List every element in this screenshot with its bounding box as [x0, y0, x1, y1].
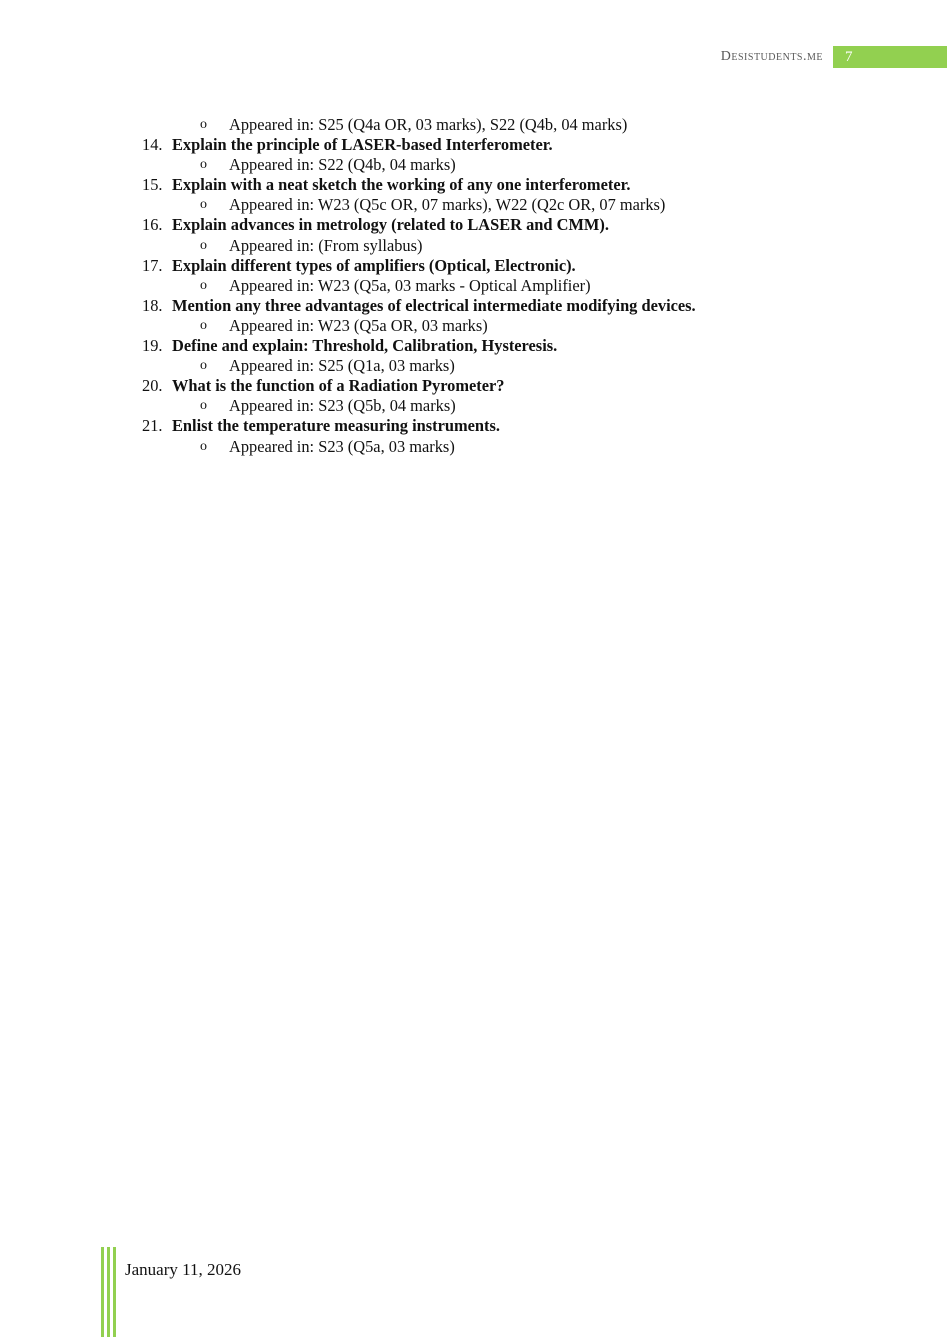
question-text: Explain advances in metrology (related to LASER and CMM). — [172, 215, 609, 235]
footer-bar — [101, 1247, 104, 1337]
appearance-text: Appeared in: W23 (Q5c OR, 07 marks), W22 (Q2c OR, 07 marks) — [229, 195, 666, 215]
appearance-item — [0, 437, 947, 457]
question-text: Explain with a neat sketch the working of any one interferometer. — [172, 175, 631, 195]
footer-date: January 11, 2026 — [125, 1260, 241, 1279]
question-number: 21. — [142, 416, 163, 436]
appearance-text: Appeared in: S25 (Q1a, 03 marks) — [229, 356, 455, 376]
question-list — [0, 115, 947, 457]
bullet-icon: o — [200, 157, 207, 173]
bullet-icon: o — [200, 237, 207, 253]
question-item — [0, 135, 947, 155]
question-item — [0, 256, 947, 276]
bullet-icon: o — [200, 277, 207, 293]
page-number-badge — [833, 46, 947, 68]
appearance-item — [0, 276, 947, 296]
question-number: 14. — [142, 135, 163, 155]
question-number: 17. — [142, 255, 163, 275]
bullet-icon: o — [200, 117, 207, 132]
question-number: 16. — [142, 215, 163, 235]
question-text: Enlist the temperature measuring instruments. — [172, 416, 500, 436]
appearance-item — [0, 155, 947, 175]
appearance-text: Appeared in: S25 (Q4a OR, 03 marks), S22 (Q4b, 04 marks) — [229, 115, 628, 134]
footer-bar — [113, 1247, 116, 1337]
question-number: 18. — [142, 295, 163, 315]
appearance-text: Appeared in: (From syllabus) — [229, 235, 423, 255]
appearance-item — [0, 316, 947, 336]
appearance-item — [0, 356, 947, 376]
appearance-text: Appeared in: W23 (Q5a, 03 marks - Optical Amplifier) — [229, 275, 591, 295]
bullet-icon: o — [200, 317, 207, 333]
question-number: 15. — [142, 175, 163, 195]
bullet-icon: o — [200, 197, 207, 213]
page-header — [721, 46, 947, 68]
page-number: 7 — [845, 48, 853, 65]
question-text: Explain different types of amplifiers (Optical, Electronic). — [172, 255, 576, 275]
appearance-item — [0, 115, 947, 135]
appearance-item — [0, 195, 947, 215]
question-item — [0, 376, 947, 396]
question-item — [0, 416, 947, 436]
question-text: Mention any three advantages of electrical intermediate modifying devices. — [172, 295, 696, 315]
appearance-text: Appeared in: W23 (Q5a OR, 03 marks) — [229, 315, 488, 335]
bullet-icon: o — [200, 358, 207, 374]
question-text: Explain the principle of LASER-based Interferometer. — [172, 135, 553, 155]
question-text: What is the function of a Radiation Pyrometer? — [172, 376, 505, 396]
question-number: 19. — [142, 336, 163, 356]
question-item — [0, 215, 947, 235]
bullet-icon: o — [200, 398, 207, 414]
appearance-text: Appeared in: S23 (Q5a, 03 marks) — [229, 436, 455, 456]
question-item — [0, 296, 947, 316]
footer-bar — [107, 1247, 110, 1337]
appearance-text: Appeared in: S22 (Q4b, 04 marks) — [229, 155, 456, 175]
footer-decoration — [101, 1247, 116, 1337]
bullet-icon: o — [200, 438, 207, 454]
appearance-item — [0, 396, 947, 416]
question-number: 20. — [142, 376, 163, 396]
question-text: Define and explain: Threshold, Calibration, Hysteresis. — [172, 336, 558, 356]
appearance-item — [0, 236, 947, 256]
question-item — [0, 336, 947, 356]
appearance-text: Appeared in: S23 (Q5b, 04 marks) — [229, 396, 456, 416]
question-item — [0, 175, 947, 195]
site-name: Desistudents.me — [720, 49, 823, 64]
